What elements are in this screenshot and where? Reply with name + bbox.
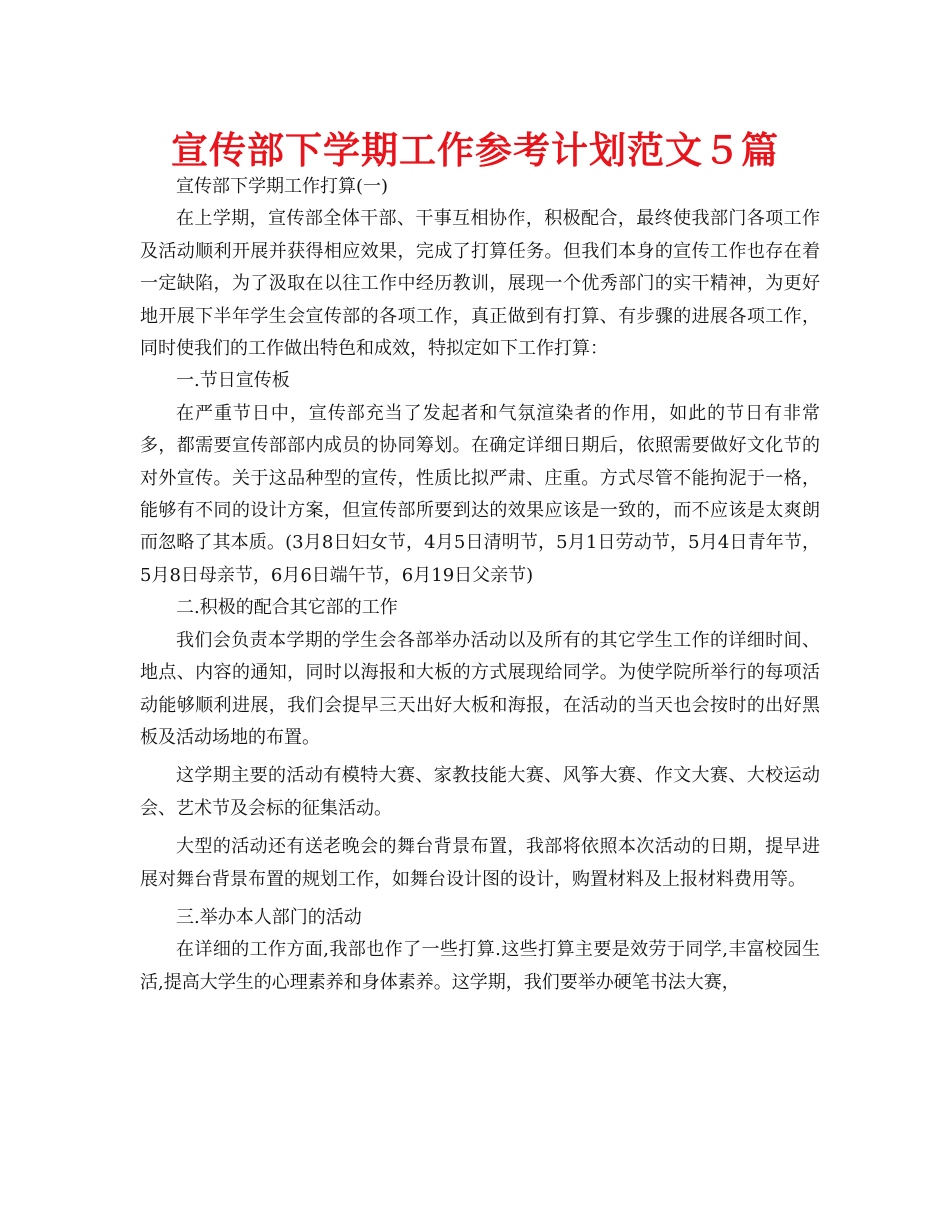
paragraph-stage-setup: 大型的活动还有送老晚会的舞台背景布置，我部将依照本次活动的日期，提早进展对舞台背景布置的规划工作，如舞台设计图的设计，购置材料及上报材料费用等。 bbox=[140, 836, 820, 890]
heading-holiday-board: 一.节日宣传板 bbox=[176, 370, 290, 392]
paragraph-cooperate: 我们会负责本学期的学生会各部举办活动以及所有的其它学生工作的详细时间、地点、内容的通知，同时以海报和大板的方式展现给同学。为使学院所举行的每项活动能够顺利进展，我们会提早三天出好大板和海报，在活动的当天也会按时的出好黑板及活动场地的布置。 bbox=[140, 629, 820, 748]
document-title: 宣传部下学期工作参考计划范文５篇 bbox=[171, 129, 779, 172]
section-subtitle: 宣传部下学期工作打算(一) bbox=[176, 176, 389, 197]
document-body bbox=[140, 171, 820, 999]
paragraph-holiday-board: 在严重节日中，宣传部充当了发起者和气氛渲染者的作用，如此的节日有非常多，都需要宣传部部内成员的协同筹划。在确定详细日期后，依照需要做好文化节的对外宣传。关于这品种型的宣传，性质比拟严肃、庄重。方式尽管不能拘泥于一格，能够有不同的设计方案，但宣传部所要到达的效果应该是一致的，而不应该是太爽朗而忽略了其本质。(3月8日妇女节，4月5日清明节，5月1日劳动节，5月4日青年节，5月8日母亲节，6月6日端午节，6月19日父亲节) bbox=[140, 402, 820, 586]
heading-cooperate: 二.积极的配合其它部的工作 bbox=[176, 597, 398, 619]
paragraph-intro: 在上学期，宣传部全体干部、干事互相协作，积极配合，最终使我部门各项工作及活动顺利开展并获得相应效果，完成了打算任务。但我们本身的宣传工作也存在着一定缺陷，为了汲取在以往工作中经历教训，展现一个优秀部门的实干精神，为更好地开展下半年学生会宣传部的各项工作，真正做到有打算、有步骤的进展各项工作，同时使我们的工作做出特色和成效，特拟定如下工作打算： bbox=[140, 208, 820, 360]
paragraph-own-activities: 在详细的工作方面,我部也作了一些打算.这些打算主要是效劳于同学,丰富校园生活,提高大学生的心理素养和身体素养。这学期，我们要举办硬笔书法大赛， bbox=[140, 939, 820, 993]
paragraph-main-activities: 这学期主要的活动有模特大赛、家教技能大赛、风筝大赛、作文大赛、大校运动会、艺术节及会标的征集活动。 bbox=[140, 765, 820, 819]
heading-own-activities: 三.举办本人部门的活动 bbox=[176, 906, 362, 928]
